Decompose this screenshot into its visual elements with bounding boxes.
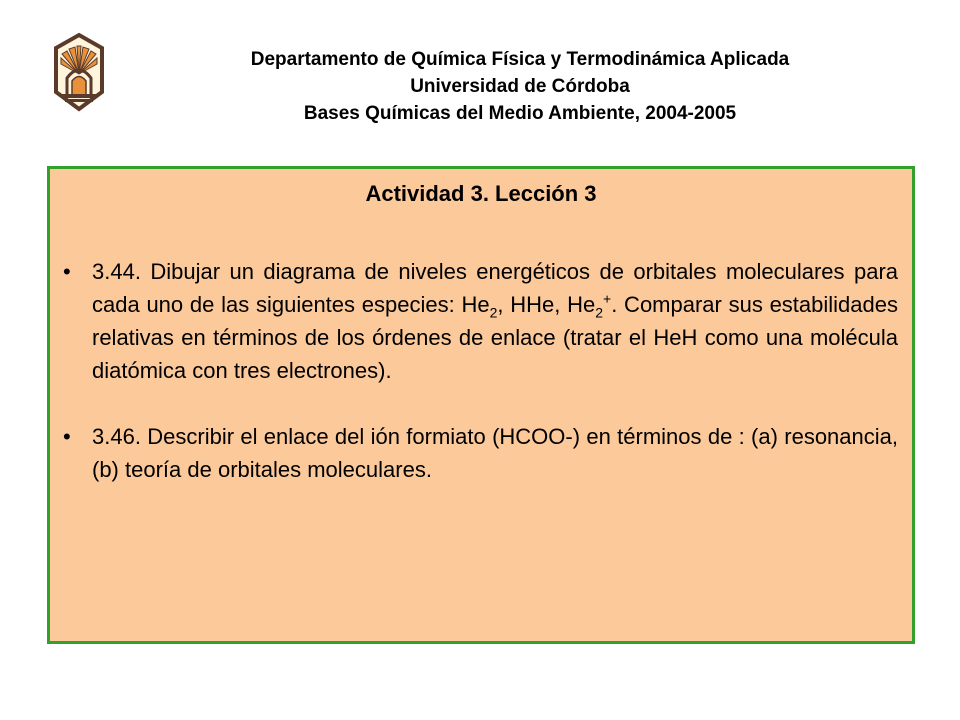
course-title: Bases Químicas del Medio Ambiente, 2004-2005: [303, 103, 737, 124]
exercise-text-part: 3.44. Dibujar un diagrama de niveles energéticos de orbitales moleculares para cada uno de las siguientes especies: He: [92, 259, 898, 317]
superscript: +: [603, 290, 612, 307]
exercise-3-46: [50, 420, 912, 486]
exercise-text-part: 3.46. Describir el enlace del ión formiato (HCOO-) en términos de : (a) resonancia, (b) teoría de orbitales moleculares.: [92, 424, 898, 482]
university-shield-logo: [50, 32, 108, 112]
bullet-icon: •: [63, 259, 71, 284]
exercise-3-44: [50, 255, 912, 387]
exercise-list: [50, 255, 912, 486]
university-name: Universidad de Córdoba: [410, 76, 630, 97]
activity-panel: [47, 166, 915, 644]
bullet-icon: •: [63, 424, 71, 449]
department-name: Departamento de Química Física y Termodinámica Aplicada: [250, 49, 790, 70]
activity-title: Actividad 3. Lección 3: [365, 181, 597, 206]
subscript: 2: [489, 304, 498, 321]
subscript: 2: [595, 304, 604, 321]
exercise-text-part: , HHe, He: [497, 292, 596, 317]
page-header: [120, 46, 920, 127]
exercise-text-part: . Comparar sus estabilidades relativas en términos de los órdenes de enlace (tratar el HeH como una molécula diatómica con tres electrones).: [92, 292, 898, 383]
